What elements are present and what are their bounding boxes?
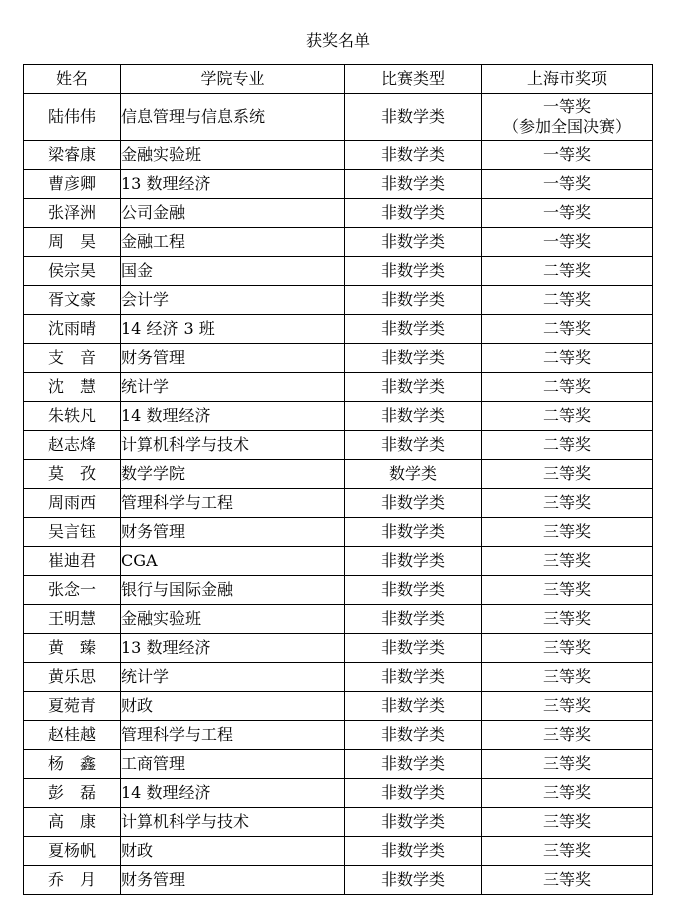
cell-name: 侯宗昊 [24, 257, 121, 286]
cell-name: 崔迪君 [24, 547, 121, 576]
cell-type: 数学类 [345, 460, 482, 489]
table-row [24, 866, 653, 895]
cell-name: 梁睿康 [24, 141, 121, 170]
table-row [24, 344, 653, 373]
cell-award: 三等奖 [482, 779, 653, 808]
cell-major: 金融实验班 [121, 605, 345, 634]
cell-name: 黄 臻 [24, 634, 121, 663]
cell-type: 非数学类 [345, 199, 482, 228]
cell-type: 非数学类 [345, 808, 482, 837]
cell-name: 支 音 [24, 344, 121, 373]
table-row [24, 489, 653, 518]
cell-major: 14 经济 3 班 [121, 315, 345, 344]
cell-major: 管理科学与工程 [121, 489, 345, 518]
table-row [24, 721, 653, 750]
table-row [24, 808, 653, 837]
cell-type: 非数学类 [345, 634, 482, 663]
cell-name: 夏杨帆 [24, 837, 121, 866]
cell-award: 三等奖 [482, 837, 653, 866]
cell-type: 非数学类 [345, 605, 482, 634]
cell-award: 三等奖 [482, 634, 653, 663]
cell-major: 财务管理 [121, 866, 345, 895]
table-row [24, 431, 653, 460]
cell-award: 三等奖 [482, 721, 653, 750]
cell-award [482, 94, 653, 141]
cell-major: 13 数理经济 [121, 170, 345, 199]
cell-award: 三等奖 [482, 576, 653, 605]
document-title: 获奖名单 [305, 31, 370, 50]
header-name: 姓名 [24, 65, 121, 94]
cell-award: 二等奖 [482, 315, 653, 344]
cell-award: 二等奖 [482, 431, 653, 460]
cell-major: 统计学 [121, 663, 345, 692]
cell-name: 陆伟伟 [24, 94, 121, 141]
cell-major: 工商管理 [121, 750, 345, 779]
cell-major: 财务管理 [121, 518, 345, 547]
cell-type: 非数学类 [345, 721, 482, 750]
table-body [24, 94, 653, 895]
cell-major: 计算机科学与技术 [121, 808, 345, 837]
cell-type: 非数学类 [345, 257, 482, 286]
table-row [24, 402, 653, 431]
cell-major: 计算机科学与技术 [121, 431, 345, 460]
cell-name: 乔 月 [24, 866, 121, 895]
cell-award: 三等奖 [482, 808, 653, 837]
table-row [24, 663, 653, 692]
cell-award: 三等奖 [482, 547, 653, 576]
cell-award: 二等奖 [482, 402, 653, 431]
cell-major: 管理科学与工程 [121, 721, 345, 750]
cell-major: 金融工程 [121, 228, 345, 257]
cell-name: 沈 慧 [24, 373, 121, 402]
table-row [24, 286, 653, 315]
cell-award: 二等奖 [482, 257, 653, 286]
cell-major: 数学学院 [121, 460, 345, 489]
award-level: 一等奖 [542, 97, 591, 116]
cell-name: 杨 鑫 [24, 750, 121, 779]
cell-award: 一等奖 [482, 170, 653, 199]
table-row [24, 199, 653, 228]
cell-type: 非数学类 [345, 170, 482, 199]
cell-major: 14 数理经济 [121, 779, 345, 808]
cell-type: 非数学类 [345, 402, 482, 431]
cell-major: 财政 [121, 692, 345, 721]
cell-type: 非数学类 [345, 576, 482, 605]
table-row [24, 547, 653, 576]
cell-award: 一等奖 [482, 141, 653, 170]
cell-name: 周雨西 [24, 489, 121, 518]
table-row [24, 750, 653, 779]
cell-type: 非数学类 [345, 779, 482, 808]
cell-award: 一等奖 [482, 199, 653, 228]
cell-major: 统计学 [121, 373, 345, 402]
cell-major: 13 数理经济 [121, 634, 345, 663]
table-row [24, 228, 653, 257]
table-row [24, 605, 653, 634]
cell-type: 非数学类 [345, 663, 482, 692]
cell-name: 张泽洲 [24, 199, 121, 228]
cell-type: 非数学类 [345, 866, 482, 895]
cell-award: 三等奖 [482, 460, 653, 489]
cell-type: 非数学类 [345, 228, 482, 257]
cell-major: 14 数理经济 [121, 402, 345, 431]
cell-name: 黄乐思 [24, 663, 121, 692]
cell-award: 二等奖 [482, 344, 653, 373]
table-row [24, 779, 653, 808]
cell-major: CGA [121, 547, 345, 576]
cell-name: 胥文豪 [24, 286, 121, 315]
cell-type: 非数学类 [345, 837, 482, 866]
awards-table [23, 64, 653, 895]
cell-name: 王明慧 [24, 605, 121, 634]
cell-award: 三等奖 [482, 489, 653, 518]
table-row [24, 692, 653, 721]
cell-name: 张念一 [24, 576, 121, 605]
cell-award: 二等奖 [482, 286, 653, 315]
cell-award: 三等奖 [482, 866, 653, 895]
cell-type: 非数学类 [345, 547, 482, 576]
cell-type: 非数学类 [345, 315, 482, 344]
cell-award: 三等奖 [482, 750, 653, 779]
cell-award: 三等奖 [482, 518, 653, 547]
cell-type: 非数学类 [345, 518, 482, 547]
award-note: （参加全国决赛） [502, 117, 631, 136]
table-header-row [24, 65, 653, 94]
table-row [24, 576, 653, 605]
cell-name: 莫 孜 [24, 460, 121, 489]
cell-major: 财务管理 [121, 344, 345, 373]
cell-name: 赵志烽 [24, 431, 121, 460]
cell-name: 赵桂越 [24, 721, 121, 750]
header-major: 学院专业 [121, 65, 345, 94]
table-row [24, 460, 653, 489]
cell-award: 一等奖 [482, 228, 653, 257]
cell-major: 金融实验班 [121, 141, 345, 170]
cell-type: 非数学类 [345, 286, 482, 315]
cell-name: 高 康 [24, 808, 121, 837]
cell-name: 沈雨晴 [24, 315, 121, 344]
cell-name: 夏菀青 [24, 692, 121, 721]
cell-name: 朱轶凡 [24, 402, 121, 431]
cell-award: 三等奖 [482, 692, 653, 721]
table-row [24, 94, 653, 141]
header-type: 比赛类型 [345, 65, 482, 94]
cell-type: 非数学类 [345, 94, 482, 141]
cell-type: 非数学类 [345, 373, 482, 402]
cell-name: 吴言钰 [24, 518, 121, 547]
cell-award: 三等奖 [482, 605, 653, 634]
cell-major: 银行与国际金融 [121, 576, 345, 605]
table-row [24, 257, 653, 286]
cell-name: 周 昊 [24, 228, 121, 257]
header-award: 上海市奖项 [482, 65, 653, 94]
cell-award: 二等奖 [482, 373, 653, 402]
table-row [24, 315, 653, 344]
cell-type: 非数学类 [345, 692, 482, 721]
cell-major: 会计学 [121, 286, 345, 315]
table-row [24, 837, 653, 866]
table-row [24, 634, 653, 663]
cell-major: 信息管理与信息系统 [121, 94, 345, 141]
table-row [24, 141, 653, 170]
table-row [24, 373, 653, 402]
cell-type: 非数学类 [345, 431, 482, 460]
table-row [24, 518, 653, 547]
cell-type: 非数学类 [345, 344, 482, 373]
cell-type: 非数学类 [345, 141, 482, 170]
cell-name: 彭 磊 [24, 779, 121, 808]
cell-type: 非数学类 [345, 489, 482, 518]
cell-major: 财政 [121, 837, 345, 866]
cell-major: 国金 [121, 257, 345, 286]
table-row [24, 170, 653, 199]
cell-type: 非数学类 [345, 750, 482, 779]
cell-name: 曹彦卿 [24, 170, 121, 199]
cell-major: 公司金融 [121, 199, 345, 228]
cell-award: 三等奖 [482, 663, 653, 692]
